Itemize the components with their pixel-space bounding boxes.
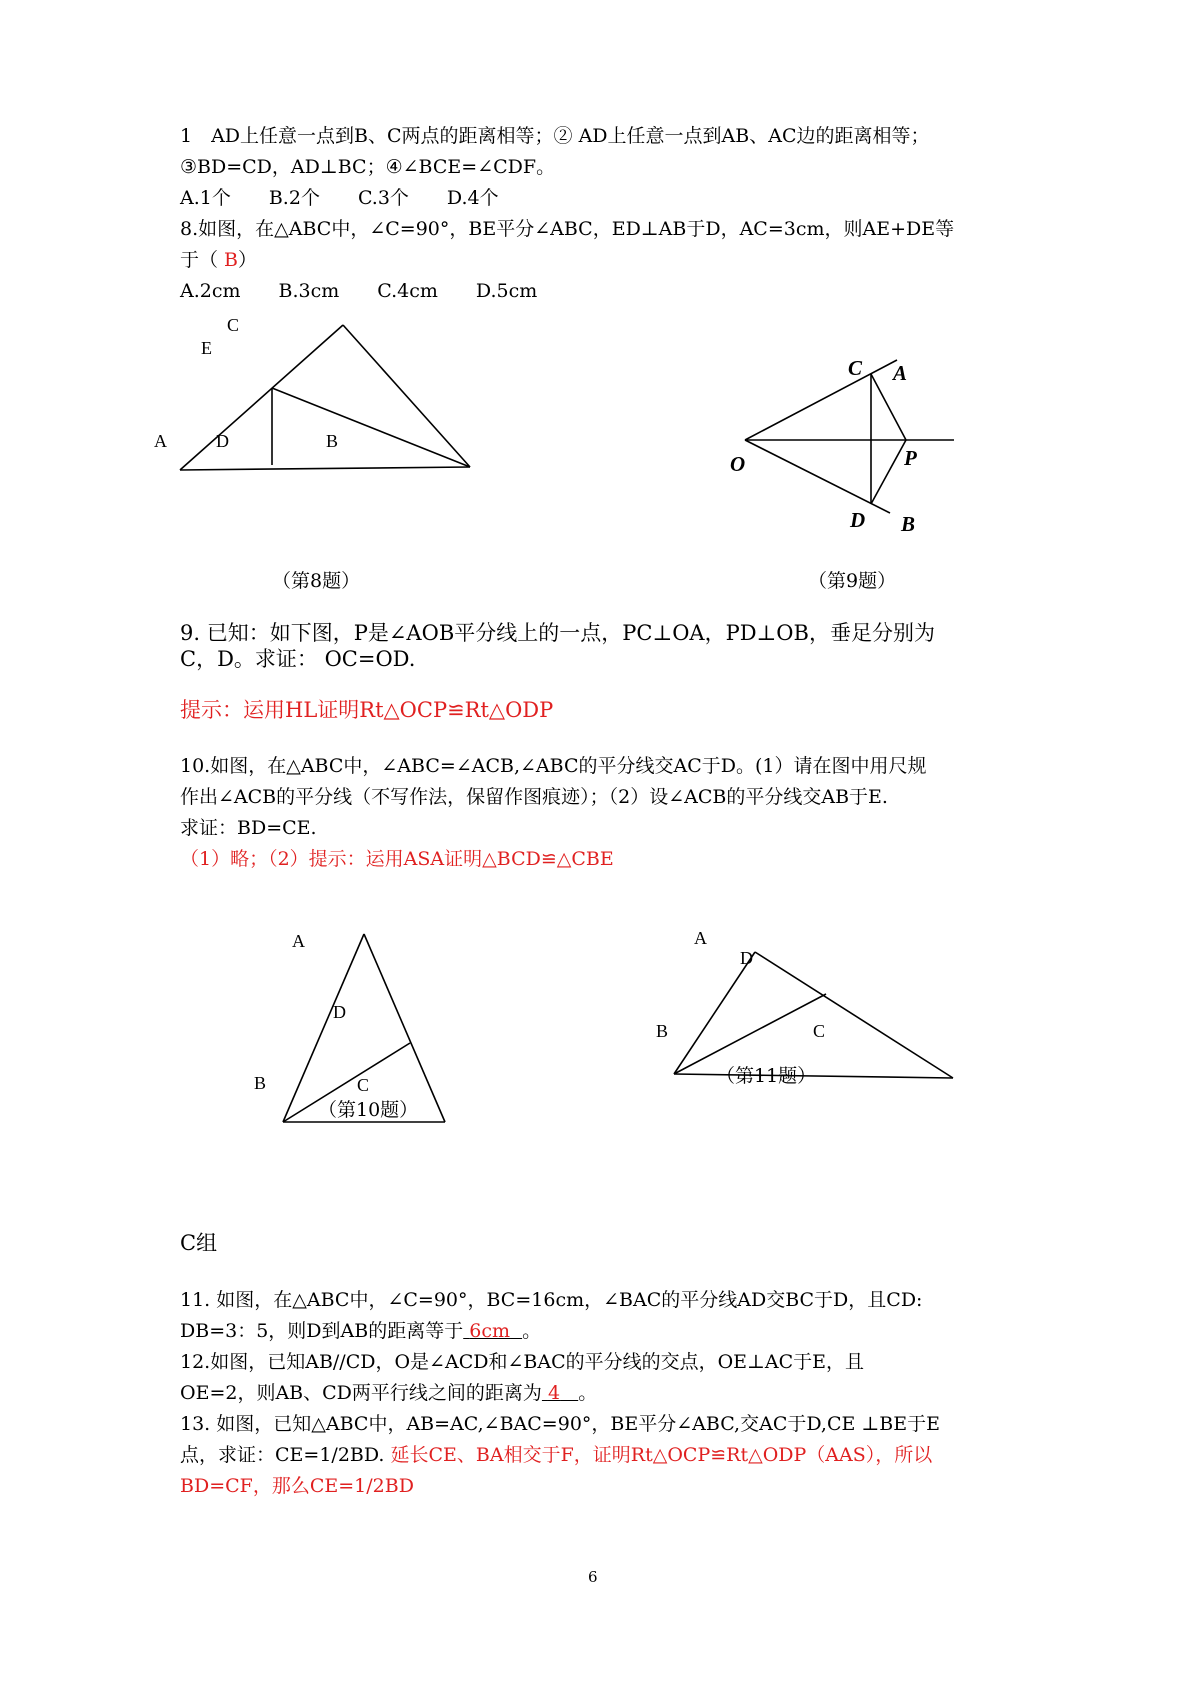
fig11-label-c: C [813, 1021, 826, 1041]
q10-line2: 作出∠ACB的平分线（不写作法，保留作图痕迹）；（2）设∠ACB的平分线交AB于E. [180, 786, 888, 808]
fig8-label-c: C [227, 315, 240, 335]
fig10-label-c: C [357, 1075, 370, 1095]
fig8-caption: （第8题） [272, 570, 361, 592]
q13-hint-part2: BD=CF，那么CE=1/2BD [180, 1475, 414, 1497]
q11-line2-suffix: 。 [522, 1320, 542, 1342]
fig9-label-c: C [848, 356, 863, 380]
fig10-label-d: D [333, 1002, 346, 1022]
fig11-label-a: A [694, 928, 707, 948]
fig10-caption: （第10题） [318, 1099, 419, 1121]
q13-line2-prefix: 点，求证：CE=1/2BD. [180, 1444, 385, 1466]
q7-line1: 1 AD上任意一点到B、C两点的距离相等；② AD上任意一点到AB、AC边的距离相等； [180, 125, 930, 147]
q8-line1: 8.如图，在△ABC中，∠C=90°，BE平分∠ABC，ED⊥AB于D，AC=3cm，则AE+DE等 [180, 218, 955, 240]
q9-line1: 9. 已知：如下图，P是∠AOB平分线上的一点，PC⊥OA，PD⊥OB，垂足分别为 [180, 621, 935, 645]
fig9-caption: （第9题） [808, 570, 897, 592]
fig9-label-a: A [893, 361, 908, 385]
q7-options: A.1个 B.2个 C.3个 D.4个 [180, 187, 499, 209]
q7-line2: ③BD=CD，AD⊥BC；④∠BCE=∠CDF。 [180, 156, 556, 178]
q8-line2-suffix: ） [238, 249, 258, 271]
fig11-side-ab [674, 952, 755, 1074]
q11-line2-prefix: DB=3：5，则D到AB的距离等于 [180, 1320, 464, 1342]
fig11-label-d: D [740, 948, 753, 968]
fig8-label-a: A [154, 431, 167, 451]
group-c-heading: C组 [180, 1231, 218, 1255]
fig11-side-ac [755, 952, 953, 1078]
q10-hint: （1）略；（2）提示：运用ASA证明△BCD≌△CBE [180, 848, 614, 870]
fig8-label-e: E [201, 338, 212, 358]
q9-hint: 提示：运用HL证明Rt△OCP≌Rt△ODP [180, 698, 554, 722]
fig11-caption: （第11题） [716, 1065, 817, 1087]
fig10-label-b: B [254, 1073, 267, 1093]
fig9-label-d: D [850, 508, 866, 532]
fig9-label-b: B [901, 512, 916, 536]
fig8-segment-eb [272, 388, 470, 467]
q11-line2 [180, 1318, 541, 1344]
q12-line2-suffix: 。 [578, 1382, 598, 1404]
q10-line3: 求证：BD=CE. [180, 817, 317, 839]
fig8-side-ac [180, 325, 343, 470]
fig10-label-a: A [292, 931, 305, 951]
q8-line2 [180, 247, 257, 273]
q13-line2 [180, 1442, 932, 1468]
q12-line2-prefix: OE=2，则AB、CD两平行线之间的距离为 [180, 1382, 542, 1404]
q12-line1: 12.如图，已知AB//CD，O是∠ACD和∠BAC的平分线的交点，OE⊥AC于E，且 [180, 1351, 865, 1373]
q10-line1: 10.如图，在△ABC中，∠ABC=∠ACB,∠ABC的平分线交AC于D。(1）请在图中用尺规 [180, 755, 927, 777]
q8-answer: B [218, 249, 239, 271]
fig11-segment-bd [674, 994, 826, 1074]
q13-line1: 13. 如图，已知△ABC中，AB=AC,∠BAC=90°，BE平分∠ABC,交AC于D,CE ⊥BE于E [180, 1413, 940, 1435]
fig8-label-b: B [326, 431, 339, 451]
q12-answer: 4 [547, 1382, 561, 1404]
q9-line2: C，D。求证： OC=OD. [180, 647, 416, 671]
fig9-ray-oa [745, 360, 897, 440]
fig8-side-ab [180, 467, 470, 470]
fig9-segment-cp [871, 374, 906, 440]
q8-options: A.2cm B.3cm C.4cm D.5cm [180, 280, 538, 302]
q12-line2 [180, 1380, 597, 1406]
fig10-side-ab [283, 934, 364, 1122]
q8-line2-prefix: 于（ [180, 249, 219, 271]
fig10-side-ac [364, 934, 445, 1122]
fig11-label-b: B [656, 1021, 669, 1041]
fig9-ray-ob [745, 440, 890, 513]
fig8-side-cb [343, 325, 470, 467]
q11-line1: 11. 如图，在△ABC中，∠C=90°，BC=16cm，∠BAC的平分线AD交BC于D，且CD: [180, 1289, 923, 1311]
q11-answer: 6cm [469, 1320, 511, 1342]
q12-blank [542, 1382, 578, 1404]
fig9-segment-dp [871, 440, 906, 504]
q11-blank [463, 1320, 522, 1342]
page-number: 6 [588, 1568, 598, 1586]
fig9-label-o: O [730, 452, 746, 476]
q13-hint-part1: 延长CE、BA相交于F，证明Rt△OCP≌Rt△ODP（AAS），所以 [384, 1444, 933, 1466]
fig9-label-p: P [904, 446, 917, 470]
fig8-label-d: D [216, 431, 229, 451]
